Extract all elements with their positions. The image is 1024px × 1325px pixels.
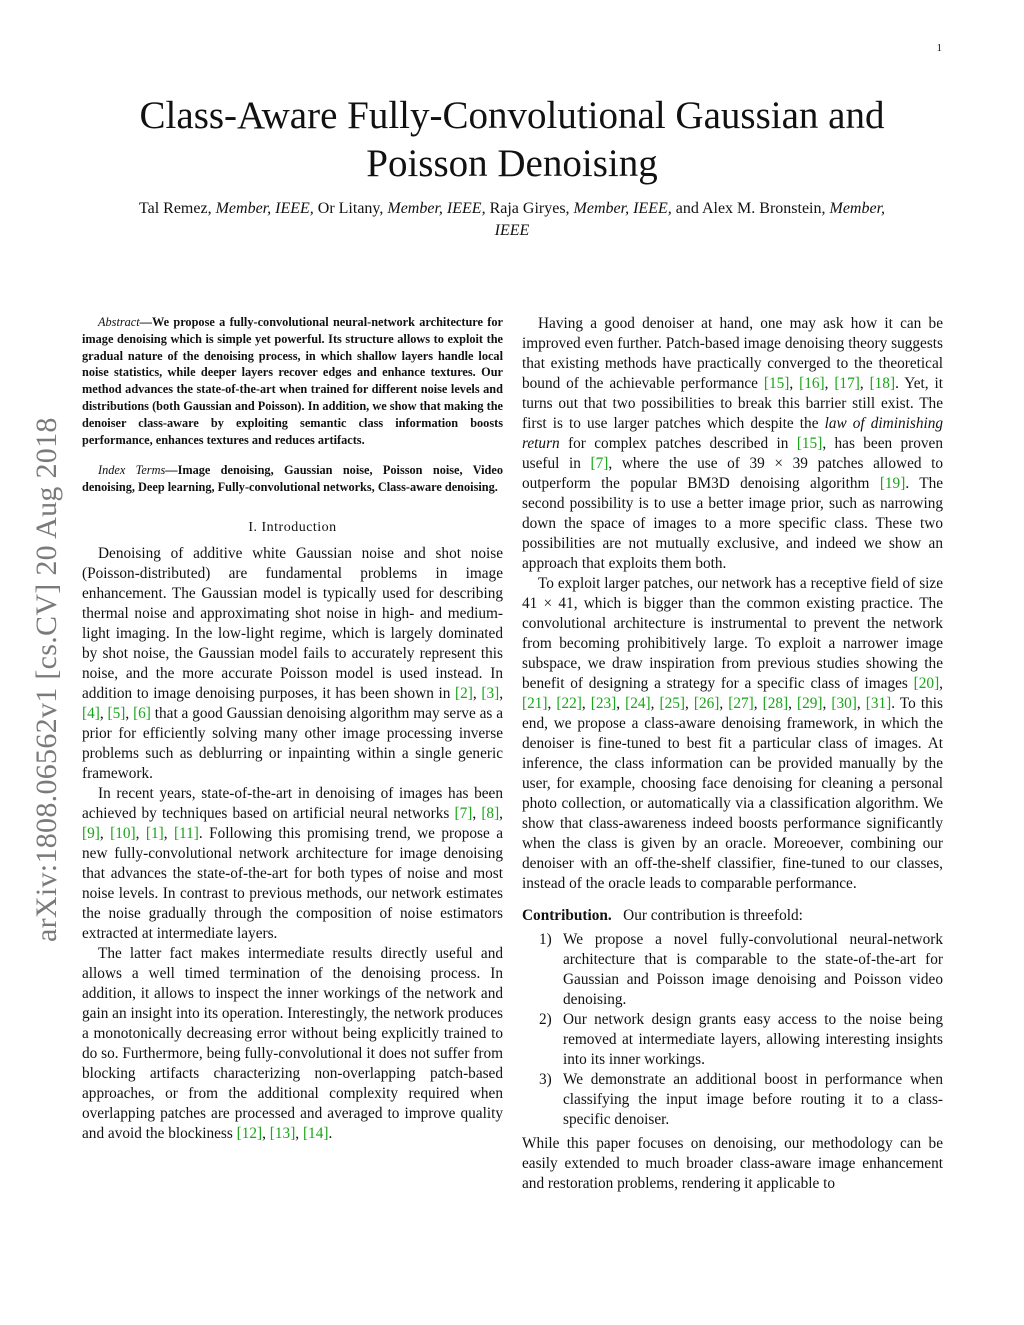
paragraph-text: Yet, it turns out that two possibilities to break this barrier still exist. The first is to use larger patches which despite the: [522, 375, 943, 432]
citation-link[interactable]: [6]: [133, 704, 151, 722]
author-name: Raja Giryes,: [489, 200, 570, 217]
citation-link[interactable]: [31]: [865, 695, 892, 712]
list-item-text: We demonstrate an additional boost in performance when classifying the input image before routing it to a class-specific denoiser.: [563, 1071, 943, 1128]
emphasis-text: law of diminishing return: [522, 415, 944, 452]
contribution-intro: Our contribution is threefold:: [623, 907, 803, 924]
author-name: Tal Remez,: [138, 200, 212, 217]
citation-link[interactable]: [24]: [625, 695, 651, 712]
index-terms-label: Index Terms: [98, 463, 166, 478]
citation-link[interactable]: [25]: [659, 695, 685, 712]
paragraph-text: that a good Gaussian denoising algorithm may serve as a prior for efficiently solving many other image processing inverse problems such as deblurring or inpainting within a single generic framework.: [82, 704, 503, 782]
citation-link[interactable]: [20]: [913, 675, 940, 692]
list-item-number: 1): [539, 931, 552, 948]
paper-title: [80, 92, 944, 188]
citation-link[interactable]: [15]: [796, 435, 823, 452]
citation-link[interactable]: [10]: [110, 824, 136, 842]
citation-link[interactable]: [13]: [269, 1124, 296, 1142]
intro-paragraph-3: The latter fact makes intermediate results directly useful and allows a well timed termination of the denoising process. In addition, it allows to inspect the inner workings of the network and gain an insight into its operation. Interestingly, the network produces a monotonically decreasing error without being explicitly trained to do so. Furthermore, being fully-convolutional it does not suffer from blocking artifacts characterizing non-overlapping patch-based approaches, or from the additional complexity required when overlapping patches are processed and averaged to improve quality and avoid the blockiness [12], [13], [14].: [82, 944, 503, 1142]
abstract-label: Abstract: [98, 315, 140, 329]
list-item-text: Our network design grants easy access to the noise being removed at intermediate layers, allowing interesting insights into its inner workings.: [563, 1011, 943, 1068]
citation-link[interactable]: [16]: [799, 375, 825, 392]
index-terms-text: Image denoising, Gaussian noise, Poisson noise, Video denoising, Deep learning, Fully-convolutional networks, Class-aware denoising.: [82, 463, 503, 495]
citation-link[interactable]: [27]: [728, 695, 754, 712]
citation-link[interactable]: [19]: [879, 475, 906, 492]
citation-link[interactable]: [7]: [590, 455, 609, 472]
abstract: [82, 314, 503, 448]
citation-link[interactable]: [11]: [173, 824, 199, 842]
intro-paragraph-1: Denoising of additive white Gaussian noise and shot noise (Poisson-distributed) are fundamental problems in image enhancement. The Gaussian model is typically used for describing thermal noise and approximating shot noise in high- and medium-light imaging. In the low-light regime, which is largely dominated by shot noise, the Gaussian model fails to accurately represent this noise, and the more accurate Poisson model is used instead. In addition to image denoising purposes, it has been shown in [2], [3], [4], [5], [6] that a good Gaussian denoising algorithm may serve as a prior for efficiently solving many other image processing inverse problems such as deblurring or inpainting within a single generic framework.: [82, 544, 504, 782]
closing-paragraph: While this paper focuses on denoising, our methodology can be easily extended to much broader class-aware image enhancement and restoration problems, rendering it applicable to: [522, 1135, 943, 1192]
paragraph-text: which is bigger than the common existing practice. The convolutional architecture is instrumental to prevent the network from becoming prohibitively large. To exploit a narrower image subspace, we draw inspiration from previous studies showing the benefit of designing a strategy for a specific class of images: [522, 595, 943, 692]
paragraph-text: patches allowed to outperform the popular BM3D denoising algorithm: [522, 455, 944, 492]
citation-link[interactable]: [26]: [693, 695, 720, 712]
paragraph-text: where the use of: [621, 455, 740, 472]
list-item-number: 2): [539, 1011, 552, 1028]
right-column: [522, 314, 943, 1194]
citation-link[interactable]: [9]: [82, 824, 100, 842]
math-expression: 39 × 39: [749, 455, 808, 472]
left-column: [82, 314, 503, 1144]
citation-link[interactable]: [14]: [302, 1124, 329, 1142]
citation-link[interactable]: [1]: [145, 824, 164, 842]
citation-link[interactable]: [4]: [82, 704, 100, 722]
paragraph-text: for complex patches described in: [568, 435, 789, 452]
citation-link[interactable]: [30]: [831, 695, 857, 712]
list-item: [522, 930, 943, 1010]
list-item-number: 3): [539, 1071, 552, 1088]
author-list: [120, 198, 904, 242]
list-item-text: We propose a novel fully-convolutional neural-network architecture that is comparable to the state-of-the-art for Gaussian and Poisson image denoising and Poisson video denoising.: [563, 931, 943, 1008]
intro-paragraph-2: In recent years, state-of-the-art in denoising of images has been achieved by techniques based on artificial neural networks [7], [8], [9], [10], [1], [11]. Following this promising trend, we propose a new fully-convolutional network architecture for image denoising that advances the state-of-the-art for both types of noise and most noise levels. In contrast to previous methods, our network estimates the noise gradually through the composition of noise estimators extracted at intermediate layers.: [82, 784, 503, 942]
index-terms-dash: —: [165, 463, 178, 478]
section-heading-introduction: I. Introduction: [248, 519, 337, 535]
paragraph-text: To exploit larger patches, our network has a receptive field of size: [538, 575, 943, 592]
paragraph-text: To this end, we propose a class-aware denoising framework, in which the denoiser is fine-tuned to best fit a particular class of images. At inference, the class information can be provided manually by the user, for example, choosing face denoising for cleaning a personal photo collection, or automatically via a classification algorithm. We show that class-awareness indeed boosts performance significantly when the class is given by an oracle. Moreoever, combining our denoiser with an off-the-shelf classifier, fine-tuned to our classes, instead of the oracle leads to comparable performance.: [522, 695, 943, 892]
list-item: [522, 1070, 943, 1130]
math-expression: 41 × 41: [522, 595, 574, 612]
right-paragraph-1: Having a good denoiser at hand, one may ask how it can be improved even further. Patch-based image denoising theory suggests that existing methods have practically converged to the theoretical bound of the achievable performance [15], [16], [17], [18]. Yet, it turns out that two possibilities to break this barrier still exist. The first is to use larger patches which despite the law of diminishing return for complex patches described in [15], has been proven useful in [7], where the use of 39 × 39 patches allowed to outperform the popular BM3D denoising algorithm [19]. The second possibility is to use a better image prior, such as narrowing down the space of images to a more specific class. These two possibilities are not mutually exclusive, and indeed we show an approach that exploits them both.: [522, 315, 944, 572]
title-line-1: Class-Aware Fully-Convolutional Gaussian and: [139, 94, 885, 137]
paragraph-text: The latter fact makes intermediate results directly useful and allows a well timed termination of the denoising process. In addition, it allows to inspect the inner workings of the network and gain an insight into its operation. Interestingly, the network produces a monotonically decreasing error without being explicitly trained to do so. Furthermore, being fully-convolutional it does not suffer from blocking artifacts characterizing non-overlapping patch-based approaches, or from the additional complexity required when overlapping patches are processed and averaged to improve quality and avoid the blockiness: [82, 944, 503, 1142]
paragraph-text: has been proven useful in: [522, 435, 943, 472]
contribution-list: [522, 930, 943, 1130]
paragraph-text: In recent years, state-of-the-art in denoising of images has been achieved by techniques based on artificial neural networks: [82, 784, 503, 822]
author-role: Member, IEEE,: [387, 200, 486, 217]
arxiv-identifier: arXiv:1808.06562v1 [cs.CV] 20 Aug 2018: [30, 417, 63, 942]
citation-link[interactable]: [29]: [797, 695, 823, 712]
citation-link[interactable]: [17]: [834, 375, 860, 392]
paragraph-text: Following this promising trend, we propose a new fully-convolutional network architecture for image denoising that advances the state-of-the-art for both types of noise and most noise levels. In contrast to previous methods, our network estimates the noise gradually through the composition of noise estimators extracted at intermediate layers.: [82, 824, 503, 942]
title-line-2: Poisson Denoising: [366, 142, 658, 185]
contribution-paragraph: [522, 906, 943, 926]
abstract-dash: —: [139, 315, 152, 329]
author-name: Or Litany,: [317, 200, 384, 217]
citation-link[interactable]: [12]: [236, 1124, 263, 1142]
contribution-label: Contribution.: [522, 907, 612, 924]
citation-link[interactable]: [22]: [556, 695, 582, 712]
citation-link[interactable]: [21]: [522, 695, 548, 712]
citation-link[interactable]: [5]: [107, 704, 126, 722]
citation-link[interactable]: [2]: [455, 684, 473, 702]
author-role: Member, IEEE: [494, 200, 886, 239]
author-role: Member, IEEE,: [573, 200, 672, 217]
right-paragraph-2: To exploit larger patches, our network has a receptive field of size 41 × 41, which is bigger than the common existing practice. The convolutional architecture is instrumental to prevent the network from becoming prohibitively large. To exploit a narrower image subspace, we draw inspiration from previous studies showing the benefit of designing a strategy for a specific class of images [20], [21], [22], [23], [24], [25], [26], [27], [28], [29], [30], [31]. To this end, we propose a class-aware denoising framework, in which the denoiser is fine-tuned to best fit a particular class of images. At inference, the class information can be provided manually by the user, for example, choosing face denoising for cleaning a personal photo collection, or automatically via a classification algorithm. We show that class-awareness indeed boosts performance significantly when the class is given by an oracle. Moreoever, combining our denoiser with an off-the-shelf classifier, fine-tuned to our classes, instead of the oracle leads to comparable performance.: [522, 575, 943, 892]
paragraph-text: Having a good denoiser at hand, one may ask how it can be improved even further. Patch-based image denoising theory suggests that existing methods have practically converged to the theoretical bound of the achievable performance: [522, 315, 943, 392]
index-terms: [82, 462, 503, 496]
citation-link[interactable]: [15]: [763, 375, 790, 392]
author-name: and Alex M. Bronstein,: [675, 200, 826, 217]
page-number: 1: [936, 42, 942, 54]
citation-link[interactable]: [7]: [454, 804, 473, 822]
citation-link[interactable]: [28]: [762, 695, 789, 712]
citation-link[interactable]: [23]: [590, 695, 617, 712]
paragraph-text: Denoising of additive white Gaussian noise and shot noise (Poisson-distributed) are fundamental problems in image enhancement. The Gaussian model is typically used for describing thermal noise and approximating shot noise in high- and medium-light imaging. In the low-light regime, which is largely dominated by shot noise, the Gaussian model fails to accurately represent this noise, and the more accurate Poisson model is used instead. In addition to image denoising purposes, it has been shown in: [82, 544, 503, 702]
list-item: [522, 1010, 943, 1070]
paragraph-text: The second possibility is to use a better image prior, such as narrowing down the space of images to a more specific class. These two possibilities are not mutually exclusive, and indeed we show an approach that exploits them both.: [522, 475, 944, 572]
citation-link[interactable]: [18]: [869, 375, 896, 392]
author-role: Member, IEEE,: [215, 200, 314, 217]
citation-link[interactable]: [3]: [481, 684, 500, 702]
citation-link[interactable]: [8]: [481, 804, 500, 822]
abstract-text: We propose a fully-convolutional neural-network architecture for image denoising which is simple yet powerful. Its structure allows to exploit the gradual nature of the denoising process, in which shallow layers handle local noise statistics, while deeper layers recover edges and enhance textures. Our method advances the state-of-the-art when trained for different noise levels and distributions (both Gaussian and Poisson). In addition, we show that making the denoiser class-aware by exploiting semantic class information boosts performance, enhances textures and reduces artifacts.: [82, 315, 503, 447]
